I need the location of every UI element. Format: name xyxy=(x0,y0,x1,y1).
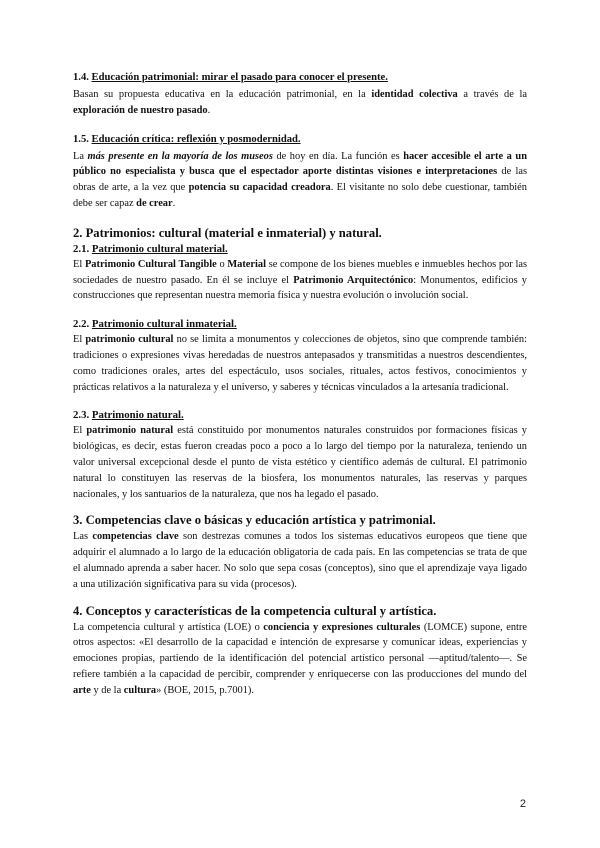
section-1-5-number: 1.5. xyxy=(73,133,92,145)
section-1-5-title: Educación crítica: reflexión y posmodernidad. xyxy=(91,133,301,145)
bold-run: conciencia y expresiones culturales xyxy=(263,621,421,633)
bold-run: competencias clave xyxy=(92,531,179,543)
section-1-5 xyxy=(73,132,527,212)
text-run: no se limita a monumentos y colecciones de objetos, sino que comprende también: tradiciones o expresiones vivas heredadas de nuestros antepasados y transmitidas a nuestros descendientes, como tradiciones orales, artes del espectáculo, usos sociales, rituales, actos festivos, conocimientos y prácticas relativos a la naturaleza y el universo, y saberes y técnicas vinculados a la artesanía tradicional. xyxy=(73,334,527,393)
text-run: La competencia cultural y artística (LOE) o xyxy=(73,621,264,633)
section-2-1 xyxy=(73,242,527,304)
bold-run: cultura xyxy=(123,684,157,696)
section-2-2-heading xyxy=(73,317,527,332)
text-run: de hoy en día. La función es xyxy=(272,150,404,162)
section-2-heading: 2. Patrimonios: cultural (material e inmaterial) y natural. xyxy=(73,225,382,240)
section-1-5-paragraph xyxy=(73,149,527,212)
section-2-3-paragraph xyxy=(73,423,527,502)
section-1-4-paragraph xyxy=(73,87,527,119)
section-1-4-title: Educación patrimonial: mirar el pasado para conocer el presente. xyxy=(91,72,388,83)
bold-run: potencia su capacidad creadora xyxy=(188,182,331,194)
text-run: : Monumentos, edificios y construcciones que representan nuestra memoria física y nuestra evolución o involución social. xyxy=(73,274,528,302)
bold-run: exploración de nuestro pasado xyxy=(73,104,208,116)
section-2-1-heading xyxy=(73,242,527,257)
bold-run: Patrimonio Arquitectónico xyxy=(293,274,414,286)
bold-run: Patrimonio Cultural Tangible xyxy=(84,258,217,270)
section-2-3-title: Patrimonio natural. xyxy=(91,409,184,422)
bold-run: patrimonio natural xyxy=(86,425,174,437)
page-number: 2 xyxy=(519,798,526,810)
text-run: se compone de los bienes muebles e inmuebles hechos por las sociedades de nuestro pasado. En él se incluye el xyxy=(73,258,527,286)
bold-run: hacer accesible el arte a un público no especialista y busca que el espectador aporte distintas visiones e interpretaciones xyxy=(73,150,527,178)
section-3-heading: 3. Competencias clave o básicas y educación artística y patrimonial. xyxy=(73,513,436,528)
text-run: . xyxy=(207,104,211,116)
text-run: La xyxy=(73,150,88,162)
section-3-paragraph xyxy=(73,529,527,592)
bold-run: de crear xyxy=(136,197,173,209)
section-2-2-paragraph xyxy=(73,332,527,395)
text-run: Basan su propuesta educativa en la educación patrimonial, en la xyxy=(73,89,372,100)
section-1-4-heading xyxy=(73,70,527,85)
section-4-paragraph xyxy=(73,620,527,699)
text-run: . El visitante no solo debe cuestionar, también debe ser capaz xyxy=(73,182,527,209)
text-run: a través de la xyxy=(457,89,527,100)
bold-run: Material xyxy=(227,258,266,270)
section-2-2 xyxy=(73,317,527,395)
text-run: Las xyxy=(73,531,93,543)
section-2-2-number: 2.2. xyxy=(73,318,92,331)
section-3 xyxy=(73,512,527,592)
bold-run: patrimonio cultural xyxy=(85,334,174,346)
section-2-1-number: 2.1. xyxy=(73,242,92,255)
bold-italic-run: más presente en la mayoría de los museos xyxy=(87,150,273,162)
section-4-heading: 4. Conceptos y características de la competencia cultural y artística. xyxy=(73,603,437,618)
text-run: son destrezas comunes a todos los sistemas educativos europeos que tiene que adquirir el alumnado a lo largo de la educación obligatoria de cada país. En las competencias se trata de que el alumnado aprenda a saber hacer. No solo que sepa cosas (conceptos), sino que el aprendizaje vaya ligado a una utilización significativa para su vida (procesos). xyxy=(73,531,527,590)
section-2-3 xyxy=(73,408,527,502)
section-4 xyxy=(73,603,527,699)
text-run: y de la xyxy=(90,684,124,696)
section-2-2-title: Patrimonio cultural inmaterial. xyxy=(91,318,237,331)
text-run: El xyxy=(73,334,86,346)
page-content xyxy=(73,70,527,699)
section-2-3-heading xyxy=(73,408,527,423)
section-2 xyxy=(73,225,527,503)
text-run: . xyxy=(172,197,176,209)
section-1-5-heading xyxy=(73,132,527,147)
text-run: » (BOE, 2015, p.7001). xyxy=(156,684,254,696)
section-1-4-number: 1.4. xyxy=(73,72,92,83)
bold-run: identidad colectiva xyxy=(371,89,458,100)
section-2-1-paragraph xyxy=(73,257,527,304)
section-2-1-title: Patrimonio cultural material. xyxy=(91,242,228,255)
text-run: El xyxy=(73,425,87,437)
text-run: El xyxy=(73,258,85,270)
text-run: está constituido por monumentos naturales construidos por formaciones físicas y biológicas, es decir, estas fueron creadas poco a poco a lo largo del tiempo por la naturaleza, teniendo un valor universal excepcional desde el punto de vista estético y científico además de cultural. El patrimonio natural lo constituyen las reservas de la biosfera, los monumentos naturales, las reservas y parques nacionales, y los santuarios de la naturaleza, que nos ha legado el pasado. xyxy=(73,425,527,500)
text-run: o xyxy=(216,258,228,270)
text-run: (LOMCE) supone, entre otros aspectos: «El desarrollo de la capacidad e intención de expresarse y comunicar ideas, experiencias y emociones propias, partiendo de la identificación del potencial artístico personal —aptitud/talento—. Se refiere también a la capacidad de percibir, comprender y enriquecerse con las producciones del mundo del xyxy=(73,621,527,680)
section-2-3-number: 2.3. xyxy=(73,409,92,422)
text-run: de las obras de arte, a la vez que xyxy=(73,166,527,194)
section-1-4 xyxy=(73,70,527,119)
bold-run: arte xyxy=(73,684,91,696)
